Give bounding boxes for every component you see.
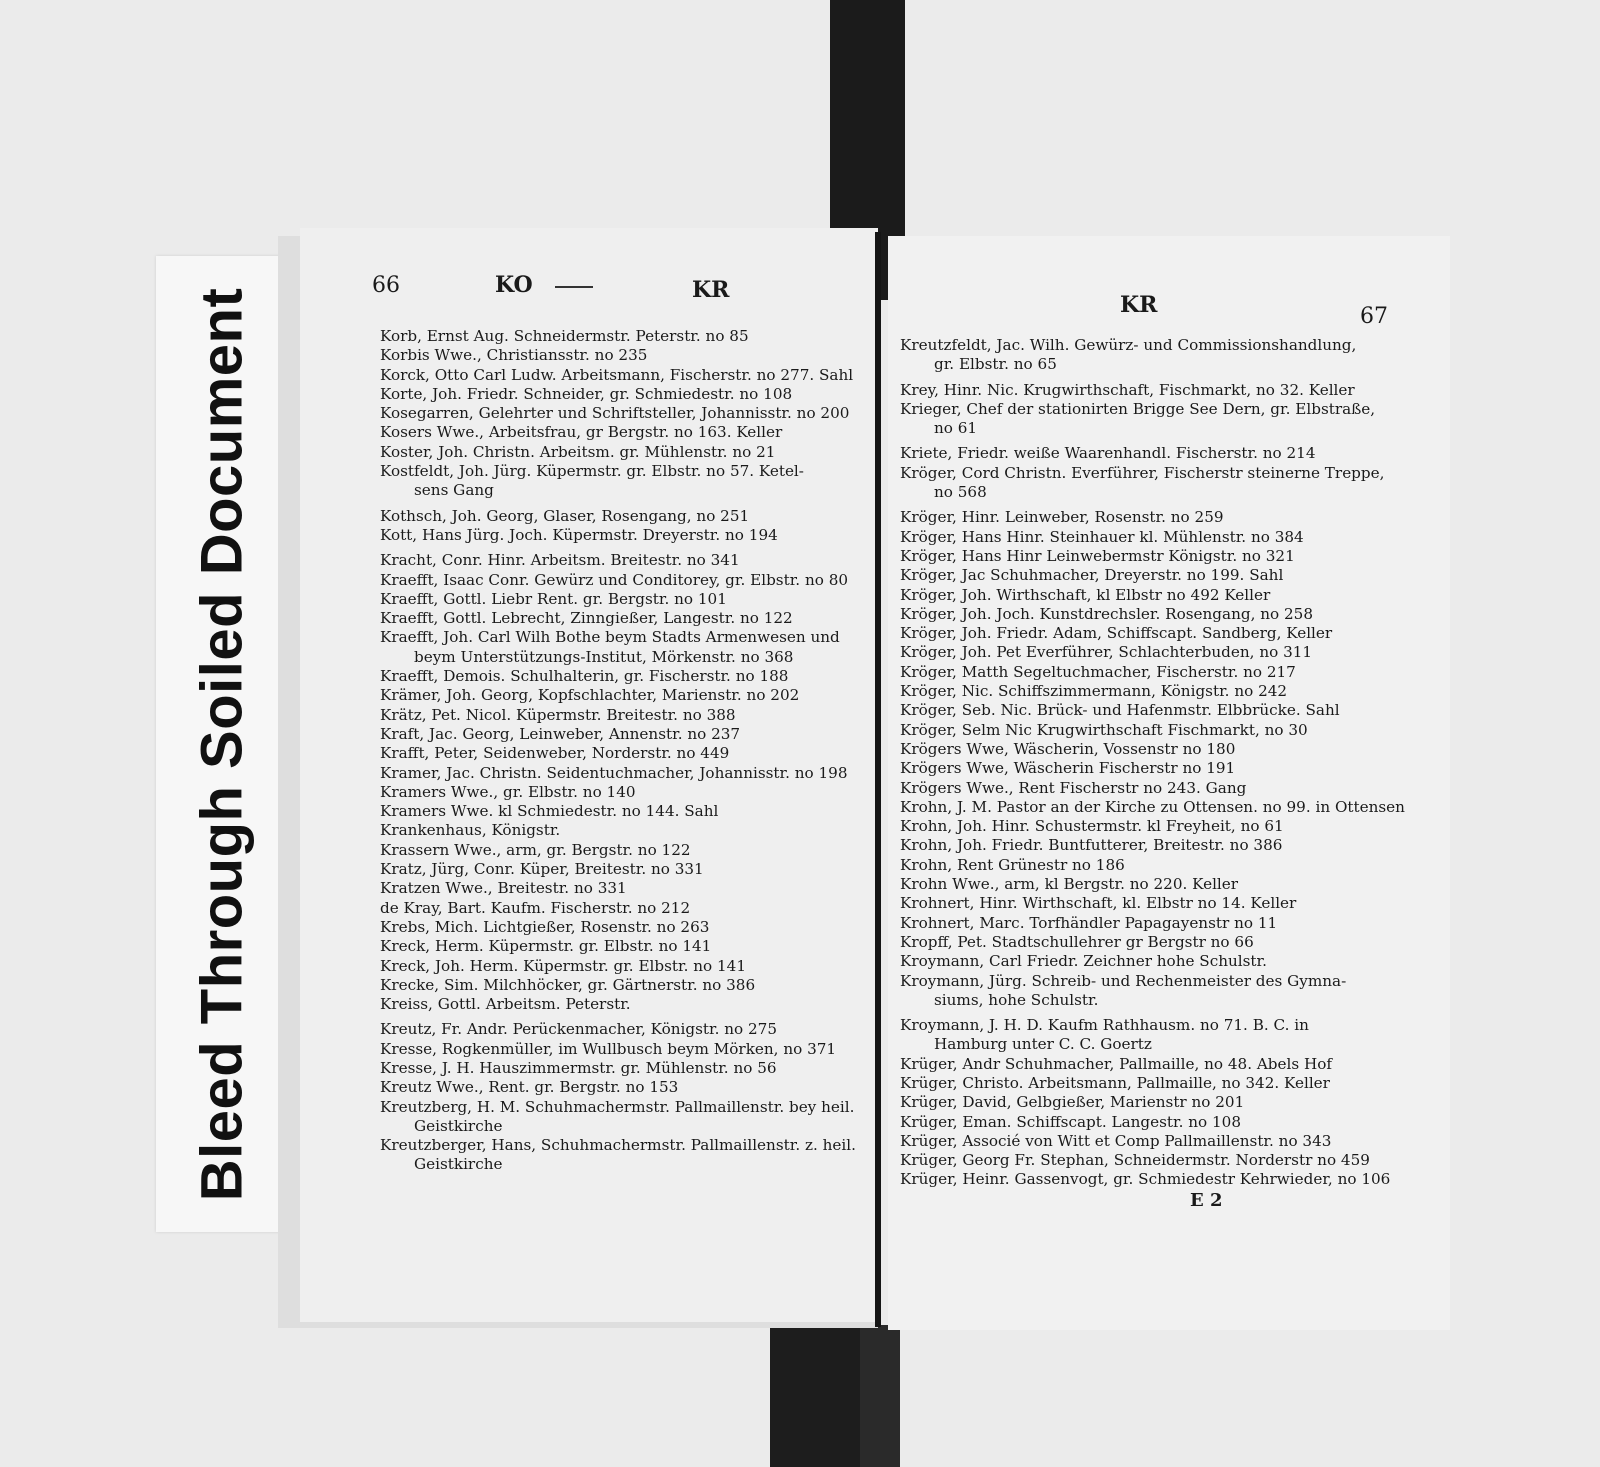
directory-entry: Koster, Joh. Christn. Arbeitsm. gr. Mühlenstr. no 21 (380, 442, 776, 461)
page-number-right: 67 (1360, 304, 1388, 329)
directory-entry: Kraft, Jac. Georg, Leinweber, Annenstr. no 237 (380, 724, 741, 743)
directory-entry: Kriete, Friedr. weiße Waarenhandl. Fischerstr. no 214 (900, 444, 1316, 463)
directory-entry: Kroymann, Jürg. Schreib- und Rechenmeister des Gymna- (900, 971, 1347, 990)
directory-entry: Kröger, Selm Nic Krugwirthschaft Fischmarkt, no 30 (900, 720, 1308, 739)
directory-entry: Kröger, Cord Christn. Everführer, Fischerstr steinerne Treppe, (900, 463, 1385, 482)
directory-entry: Krüger, Associé von Witt et Comp Pallmaillenstr. no 343 (900, 1131, 1332, 1150)
directory-entry: Kostfeldt, Joh. Jürg. Küpermstr. gr. Elbstr. no 57. Ketel- (380, 462, 804, 481)
directory-entry: Kröger, Joh. Pet Everführer, Schlachterbuden, no 311 (900, 643, 1313, 662)
directory-entry: Krögers Wwe, Wäscherin Fischerstr no 191 (900, 759, 1236, 778)
directory-entry: Krüger, Heinr. Gassenvogt, gr. Schmiedestr Kehrwieder, no 106 (900, 1170, 1391, 1189)
directory-entry: Kresse, Rogkenmüller, im Wullbusch beym Mörken, no 371 (380, 1039, 837, 1058)
directory-entry: Kreutzfeldt, Jac. Wilh. Gewürz- und Commissionshandlung, (900, 336, 1357, 354)
directory-entry: Kröger, Hans Hinr Leinwebermstr Königstr. no 321 (900, 546, 1295, 565)
directory-entry: Kreck, Joh. Herm. Küpermstr. gr. Elbstr. no 141 (380, 956, 747, 975)
directory-entry: Kothsch, Joh. Georg, Glaser, Rosengang, no 251 (380, 506, 750, 525)
page-number-left: 66 (372, 273, 400, 298)
side-label-text: Bleed Through Soiled Document (189, 287, 255, 1201)
directory-entry: Kröger, Joh. Friedr. Adam, Schiffscapt. Sandberg, Keller (900, 624, 1333, 643)
directory-entry: Krohn Wwe., arm, kl Bergstr. no 220. Keller (900, 875, 1239, 894)
directory-entry: Krankenhaus, Königstr. (380, 821, 561, 840)
directory-entry: Krohn, Rent Grünestr no 186 (900, 855, 1125, 874)
directory-entry: Krohnert, Marc. Torfhändler Papagayenstr no 11 (900, 913, 1278, 932)
directory-entry: Kröger, Joh. Joch. Kunstdrechsler. Rosengang, no 258 (900, 604, 1313, 623)
directory-entry: Kroymann, J. H. D. Kaufm Rathhausm. no 71. B. C. in (900, 1016, 1309, 1035)
directory-entry: Hamburg unter C. C. Goertz (934, 1035, 1152, 1054)
directory-entry: beym Unterstützungs-Institut, Mörkenstr. no 368 (414, 647, 794, 666)
directory-entry: Geistkirche (414, 1155, 503, 1174)
directory-entry: Kresse, J. H. Hauszimmermstr. gr. Mühlenstr. no 56 (380, 1058, 777, 1077)
directory-entry: Kreutzberger, Hans, Schuhmachermstr. Pallmaillenstr. z. heil. (380, 1136, 856, 1155)
page-fold (875, 232, 881, 1327)
running-head: KR (1120, 292, 1158, 318)
directory-entry: Krämer, Joh. Georg, Kopfschlachter, Marienstr. no 202 (380, 686, 800, 705)
directory-entry: Kroymann, Carl Friedr. Zeichner hohe Schulstr. (900, 952, 1267, 971)
directory-entry: Krey, Hinr. Nic. Krugwirthschaft, Fischmarkt, no 32. Keller (900, 380, 1355, 399)
directory-entry: Kröger, Nic. Schiffszimmermann, Königstr. no 242 (900, 682, 1288, 701)
directory-entry: Korte, Joh. Friedr. Schneider, gr. Schmiedestr. no 108 (380, 384, 793, 403)
directory-entry: Kreutz Wwe., Rent. gr. Bergstr. no 153 (380, 1078, 679, 1097)
directory-entry: Kreck, Herm. Küpermstr. gr. Elbstr. no 141 (380, 937, 712, 956)
running-head-right: KR (692, 277, 730, 303)
directory-entry: Krieger, Chef der stationirten Brigge See Dern, gr. Elbstraße, (900, 399, 1376, 418)
directory-entry: Krüger, Andr Schuhmacher, Pallmaille, no 48. Abels Hof (900, 1054, 1333, 1073)
left-entries (380, 327, 870, 1175)
directory-entry: Krebs, Mich. Lichtgießer, Rosenstr. no 263 (380, 917, 710, 936)
directory-entry: Kraefft, Gottl. Lebrecht, Zinngießer, Langestr. no 122 (380, 609, 793, 628)
directory-entry: Krüger, Georg Fr. Stephan, Schneidermstr. Norderstr no 459 (900, 1151, 1370, 1170)
directory-entry: sens Gang (414, 481, 494, 500)
directory-entry: Kraefft, Demois. Schulhalterin, gr. Fischerstr. no 188 (380, 667, 789, 686)
directory-entry: Kröger, Jac Schuhmacher, Dreyerstr. no 199. Sahl (900, 566, 1284, 585)
directory-entry: Kröger, Hinr. Leinweber, Rosenstr. no 259 (900, 508, 1224, 527)
directory-entry: Krafft, Peter, Seidenweber, Norderstr. no 449 (380, 744, 730, 763)
directory-entry: Krohn, J. M. Pastor an der Kirche zu Ottensen. no 99. in Ottensen (900, 797, 1405, 816)
directory-entry: Kröger, Hans Hinr. Steinhauer kl. Mühlenstr. no 384 (900, 527, 1304, 546)
catchword: E 2 (1190, 1190, 1223, 1211)
directory-entry: Korbis Wwe., Christiansstr. no 235 (380, 346, 648, 365)
directory-entry: Kröger, Joh. Wirthschaft, kl Elbstr no 492 Keller (900, 585, 1271, 604)
directory-entry: Krögers Wwe., Rent Fischerstr no 243. Gang (900, 778, 1247, 797)
side-label (160, 256, 284, 1232)
running-head-dash (555, 286, 593, 288)
directory-entry: Krohnert, Hinr. Wirthschaft, kl. Elbstr no 14. Keller (900, 894, 1297, 913)
directory-entry: Krecke, Sim. Milchhöcker, gr. Gärtnerstr. no 386 (380, 975, 756, 994)
right-page (888, 236, 1450, 1330)
directory-entry: Kratz, Jürg, Conr. Küper, Breitestr. no 331 (380, 860, 704, 879)
directory-entry: Kröger, Seb. Nic. Brück- und Hafenmstr. Elbbrücke. Sahl (900, 701, 1340, 720)
directory-entry: Kott, Hans Jürg. Joch. Küpermstr. Dreyerstr. no 194 (380, 525, 778, 544)
directory-entry: de Kray, Bart. Kaufm. Fischerstr. no 212 (380, 898, 691, 917)
gutter-shadow-bottom-right (860, 1325, 900, 1467)
directory-entry: Kramers Wwe., gr. Elbstr. no 140 (380, 782, 636, 801)
directory-entry: Kramers Wwe. kl Schmiedestr. no 144. Sahl (380, 802, 719, 821)
directory-entry: Krassern Wwe., arm, gr. Bergstr. no 122 (380, 840, 691, 859)
directory-entry: Kreutz, Fr. Andr. Perückenmacher, Königstr. no 275 (380, 1020, 777, 1039)
directory-entry: Krohn, Joh. Friedr. Buntfutterer, Breitestr. no 386 (900, 836, 1283, 855)
directory-entry: Krüger, Christo. Arbeitsmann, Pallmaille, no 342. Keller (900, 1073, 1330, 1092)
directory-entry: Kropff, Pet. Stadtschullehrer gr Bergstr no 66 (900, 932, 1254, 951)
directory-entry: Kracht, Conr. Hinr. Arbeitsm. Breitestr. no 341 (380, 551, 740, 570)
directory-entry: no 568 (934, 483, 987, 502)
directory-entry: Krätz, Pet. Nicol. Küpermstr. Breitestr. no 388 (380, 705, 736, 724)
directory-entry: Korb, Ernst Aug. Schneidermstr. Peterstr. no 85 (380, 327, 749, 345)
right-entries (900, 336, 1445, 1190)
directory-entry: gr. Elbstr. no 65 (934, 355, 1057, 374)
directory-entry: siums, hohe Schulstr. (934, 990, 1099, 1009)
directory-entry: Kreiss, Gottl. Arbeitsm. Peterstr. (380, 995, 631, 1014)
directory-entry: Kraefft, Gottl. Liebr Rent. gr. Bergstr. no 101 (380, 589, 727, 608)
directory-entry: Kröger, Matth Segeltuchmacher, Fischerstr. no 217 (900, 662, 1296, 681)
directory-entry: Krohn, Joh. Hinr. Schustermstr. kl Freyheit, no 61 (900, 817, 1284, 836)
directory-entry: Kraefft, Joh. Carl Wilh Bothe beym Stadts Armenwesen und (380, 628, 840, 647)
directory-entry: Korck, Otto Carl Ludw. Arbeitsmann, Fischerstr. no 277. Sahl (380, 365, 854, 384)
directory-entry: Krüger, Eman. Schiffscapt. Langestr. no 108 (900, 1112, 1242, 1131)
directory-entry: Kramer, Jac. Christn. Seidentuchmacher, Johannisstr. no 198 (380, 763, 848, 782)
directory-entry: Kosegarren, Gelehrter und Schriftsteller, Johannisstr. no 200 (380, 404, 850, 423)
directory-entry: Geistkirche (414, 1116, 503, 1135)
running-head-left: KO (495, 272, 533, 298)
directory-entry: Kosers Wwe., Arbeitsfrau, gr Bergstr. no 163. Keller (380, 423, 783, 442)
directory-entry: Kratzen Wwe., Breitestr. no 331 (380, 879, 627, 898)
directory-entry: Krüger, David, Gelbgießer, Marienstr no 201 (900, 1093, 1245, 1112)
directory-entry: Kraefft, Isaac Conr. Gewürz und Conditorey, gr. Elbstr. no 80 (380, 570, 849, 589)
left-page (300, 228, 878, 1322)
directory-entry: Kreutzberg, H. M. Schuhmachermstr. Pallmaillenstr. bey heil. (380, 1097, 855, 1116)
directory-entry: Krögers Wwe, Wäscherin, Vossenstr no 180 (900, 739, 1236, 758)
directory-entry: no 61 (934, 419, 978, 438)
